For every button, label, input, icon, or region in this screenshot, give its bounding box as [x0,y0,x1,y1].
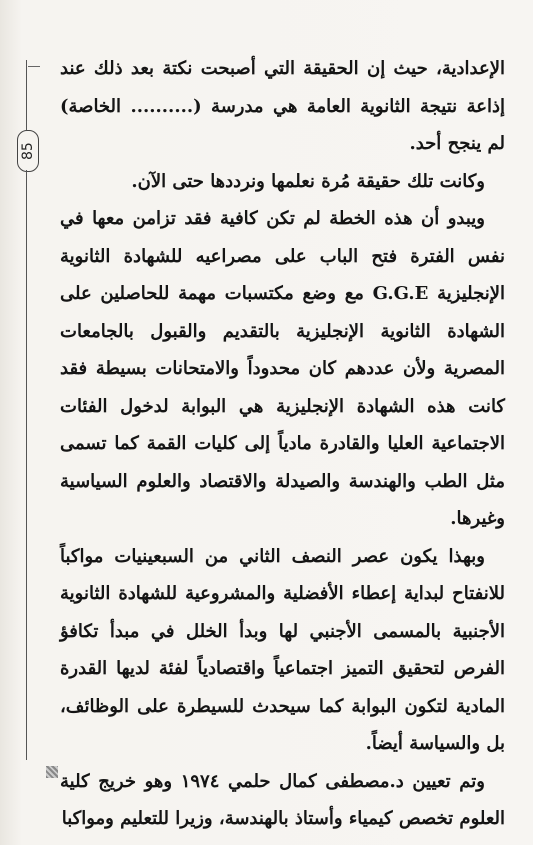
gutter-rule-bottom [26,170,27,760]
page-gutter [0,0,56,845]
gutter-tick [28,66,40,67]
body-text [60,50,505,838]
paragraph-5: وتم تعيين د.مصطفى كمال حلمي ١٩٧٤ وهو خريج كلية العلوم تخصص كيمياء وأستاذ بالهندسة، وزيرا للتعليم ومواكبا [60,770,505,829]
paragraph-4: وبهذا يكون عصر النصف الثاني من السبعينيات مواكباً للانفتاح لبداية إعطاء الأفضلية والمشروعية للشهادة الثانوية الأجنبية بالمسمى الأجنبي لها وبدأ الخلل في مبدأ تكافؤ الفرص لتحقيق التميز اجتماعياً واقتصادياً لفئة لديها القدرة المادية لتكون البوابة كما سيحدث للسيطرة على الوظائف، بل والسياسة أيضاً. [60,545,505,754]
paragraph-3: ويبدو أن هذه الخطة لم تكن كافية فقد تزامن معها في نفس الفترة فتح الباب على مصراعيه للشهادة الثانوية الإنجليزية G.G.E مع وضع مكتسبات مهمة للحاصلين على الشهادة الثانوية الإنجليزية بالتقديم والقبول بالجامعات المصرية ولأن عددهم كان محدوداً والامتحانات بسيطة فقد كانت هذه الشهادة الإنجليزية هي البوابة لدخول الفئات الاجتماعية العليا والقادرة مادياً إلى كليات القمة كما تسمى مثل الطب والهندسة والصيدلة والاقتصاد والعلوم السياسية وغيرها. [60,208,505,529]
paragraph-2: وكانت تلك حقيقة مُرة نعلمها ونرددها حتى الآن. [131,170,485,192]
paragraph-1: الإعدادية، حيث إن الحقيقة التي أصبحت نكتة بعد ذلك عند إذاعة نتيجة الثانوية العامة هي مدرسة (.......... الخاصة) لم ينجح أحد. [60,58,505,154]
gutter-rule-top [26,60,27,130]
page-number: 85 [17,130,39,172]
scan-artifact [46,766,58,778]
